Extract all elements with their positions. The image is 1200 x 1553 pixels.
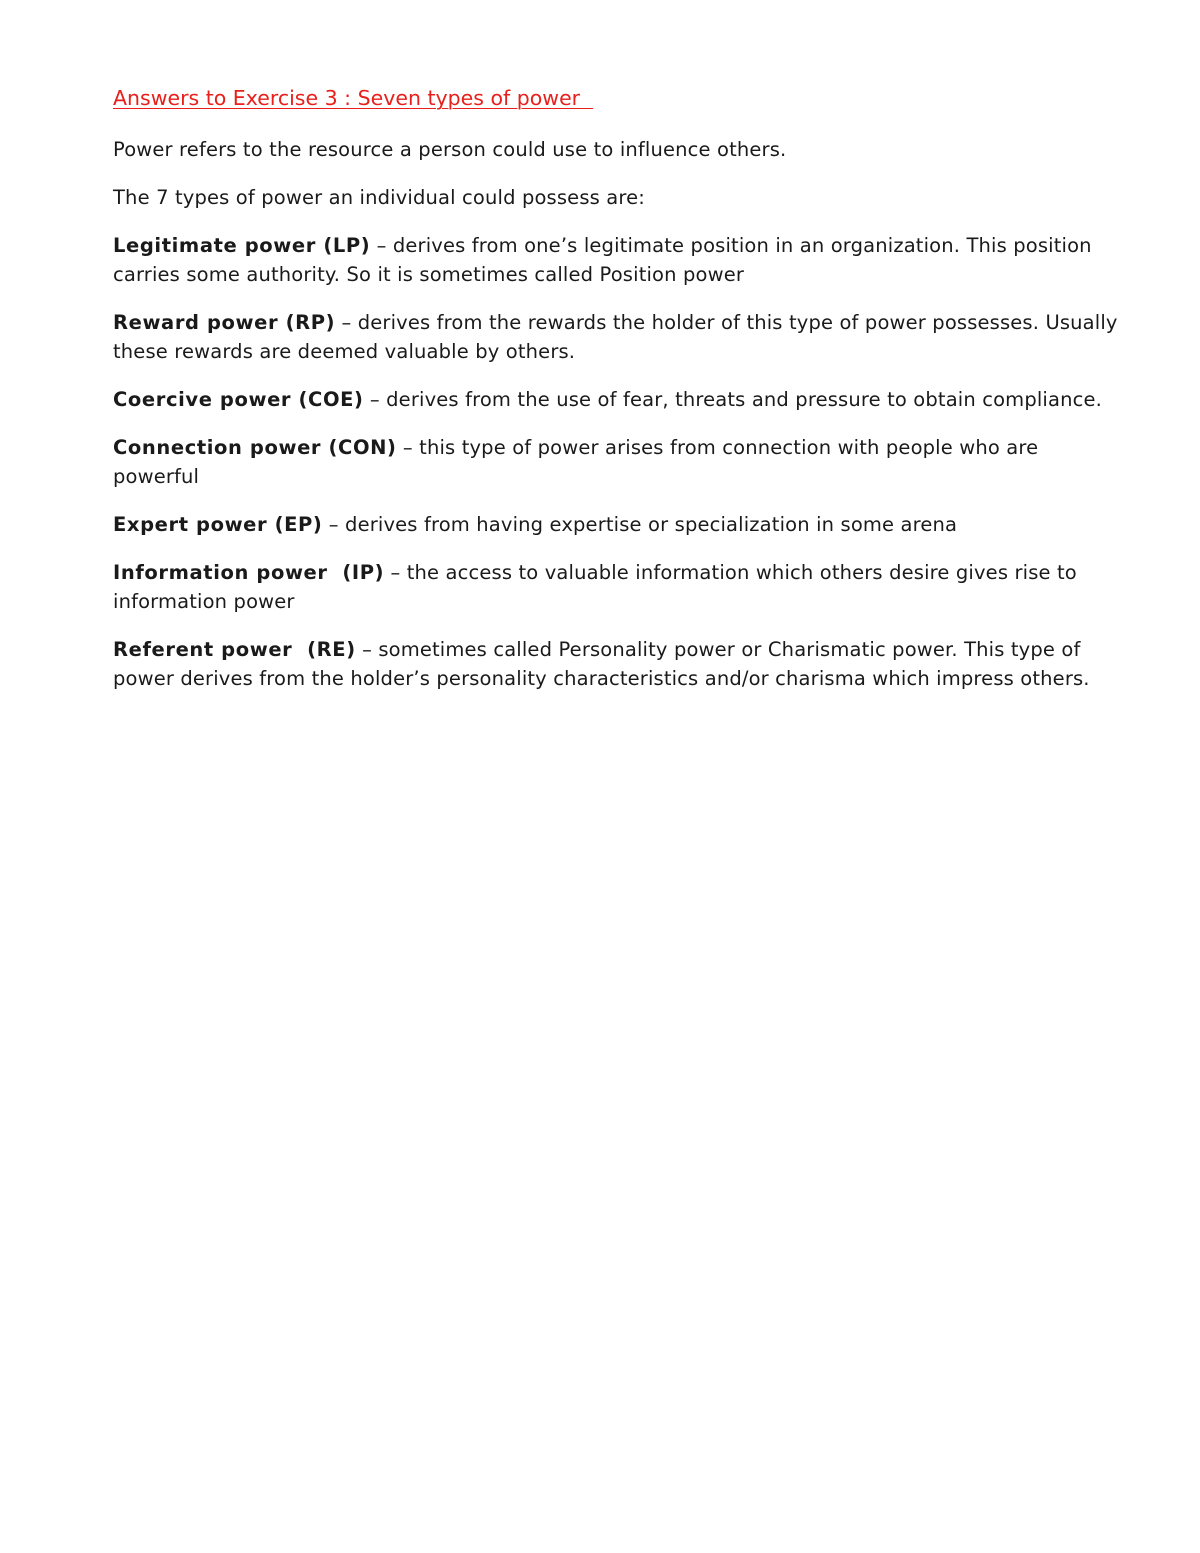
power-definition: – derives from the rewards the holder of this type of power possesses. Usually these rewards are deemed valuable by others.: [113, 311, 1118, 363]
document-title: Answers to Exercise 3 : Seven types of power: [113, 86, 594, 110]
power-term: Information power (IP): [113, 561, 385, 584]
power-definition: – derives from having expertise or specialization in some arena: [322, 513, 958, 536]
power-term: Connection power (CON): [113, 436, 397, 459]
power-item-legitimate: [113, 231, 1123, 289]
power-term: Legitimate power (LP): [113, 234, 371, 257]
power-item-reward: [113, 308, 1123, 366]
power-item-coercive: [113, 385, 1123, 414]
power-term: Coercive power (COE): [113, 388, 364, 411]
power-term: Reward power (RP): [113, 311, 336, 334]
power-item-referent: [113, 635, 1123, 693]
power-definition: – derives from one’s legitimate position in an organization. This position carries some authority. So it is sometimes called Position power: [113, 234, 1092, 286]
power-definition: – sometimes called Personality power or Charismatic power. This type of power derives from the holder’s personality characteristics and/or charisma which impress others.: [113, 638, 1090, 690]
power-definition: – the access to valuable information which others desire gives rise to information power: [113, 561, 1077, 613]
power-definition: – derives from the use of fear, threats and pressure to obtain compliance.: [363, 388, 1102, 411]
power-item-connection: [113, 433, 1123, 491]
power-item-information: [113, 558, 1123, 616]
intro-paragraph: Power refers to the resource a person could use to influence others.: [113, 138, 787, 161]
power-item-expert: [113, 510, 1123, 539]
lead-in-paragraph: The 7 types of power an individual could possess are:: [113, 186, 645, 209]
power-definition: – this type of power arises from connection with people who are powerful: [113, 436, 1039, 488]
power-term: Expert power (EP): [113, 513, 323, 536]
power-term: Referent power (RE): [113, 638, 356, 661]
document-page: [113, 84, 1123, 712]
